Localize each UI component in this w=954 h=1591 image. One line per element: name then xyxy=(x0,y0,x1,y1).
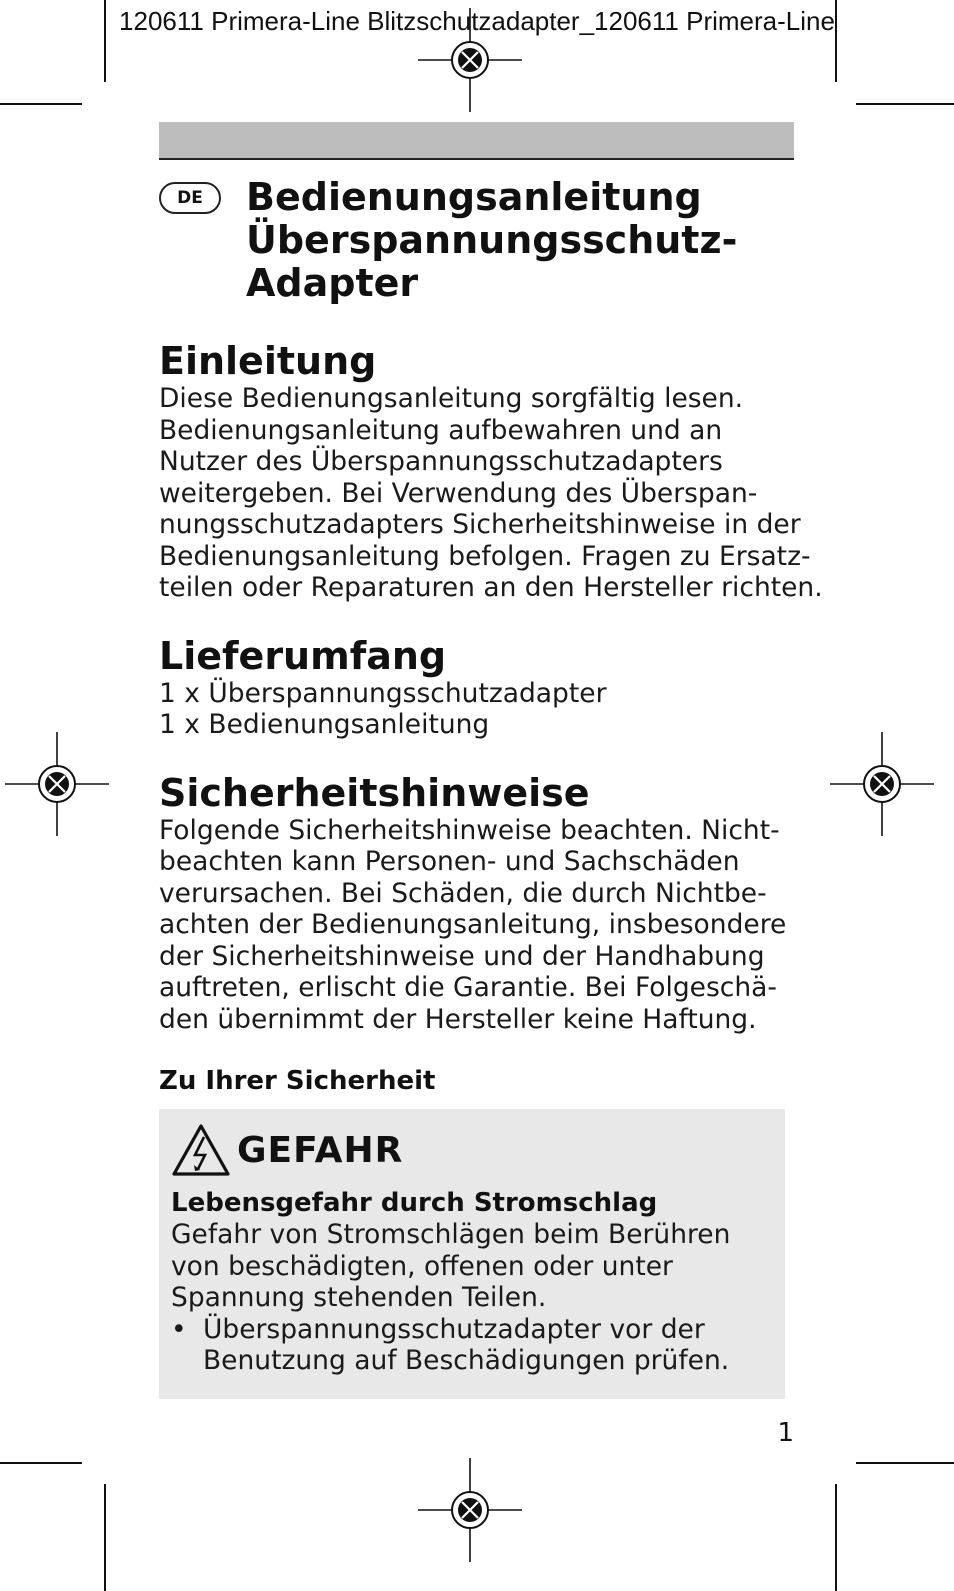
section-heading: Sicherheitshinweise xyxy=(159,770,590,815)
list-item: 1 x Überspannungsschutzadapter xyxy=(159,677,607,709)
registration-mark-bottom xyxy=(418,1458,522,1562)
section-body xyxy=(159,383,823,604)
delivery-list xyxy=(159,678,799,741)
crop-mark-top-right-v xyxy=(835,0,837,82)
danger-header xyxy=(171,1121,773,1179)
list-item: 1 x Bedienungsanleitung xyxy=(159,709,490,740)
section-safety xyxy=(159,771,799,1399)
text-line: auftreten, erlischt die Garantie. Bei Folgeschä- xyxy=(159,972,777,1003)
electric-hazard-warning-icon xyxy=(171,1123,231,1177)
text-line: Spannung stehenden Teilen. xyxy=(171,1282,547,1313)
crop-mark-top-left-h xyxy=(0,103,82,105)
registration-mark-right xyxy=(830,732,934,836)
crop-mark-bottom-left-h xyxy=(0,1462,82,1464)
text-line: Überspannungsschutzadapter vor der xyxy=(203,1313,705,1345)
text-line: verursachen. Bei Schäden, die durch Nichtbe- xyxy=(159,877,767,909)
text-line: von beschädigten, offenen oder unter xyxy=(171,1250,673,1282)
page-content xyxy=(159,170,823,1399)
text-line: Diese Bedienungsanleitung sorgfältig lesen. xyxy=(159,383,744,414)
bullet-symbol: • xyxy=(171,1313,187,1345)
header-gray-bar xyxy=(159,122,794,160)
section-heading: Einleitung xyxy=(159,339,377,383)
danger-bullet-item xyxy=(171,1314,773,1377)
text-line: nungsschutzadapters Sicherheitshinweise in der xyxy=(159,509,801,540)
crop-mark-bottom-right-v xyxy=(835,1484,837,1591)
bullet-text xyxy=(203,1314,729,1377)
subsection-heading: Zu Ihrer Sicherheit xyxy=(159,1066,436,1096)
document-title-line: Bedienungsanleitung xyxy=(246,175,702,219)
document-title xyxy=(246,170,799,305)
section-body xyxy=(159,815,799,1036)
document-title-line: Adapter xyxy=(246,261,419,305)
text-line: Nutzer des Überspannungsschutzadapters xyxy=(159,446,723,477)
section-heading: Lieferumfang xyxy=(159,633,447,678)
text-line: den übernimmt der Hersteller keine Haftung. xyxy=(159,1003,757,1035)
danger-warning-box xyxy=(159,1109,785,1399)
registration-mark-left xyxy=(5,732,109,836)
document-title-line: Überspannungsschutz- xyxy=(246,218,738,262)
registration-mark-top xyxy=(418,8,522,112)
text-line: beachten kann Personen- und Sachschäden xyxy=(159,846,740,877)
text-line: Bedienungsanleitung befolgen. Fragen zu Ersatz- xyxy=(159,540,811,572)
section-introduction xyxy=(159,339,823,604)
page-number: 1 xyxy=(777,1418,794,1448)
text-line: achten der Bedienungsanleitung, insbesondere xyxy=(159,909,787,940)
text-line: Benutzung auf Beschädigungen prüfen. xyxy=(203,1345,730,1376)
language-badge: DE xyxy=(159,182,221,214)
danger-body xyxy=(171,1219,773,1314)
print-slug: 120611 Primera-Line Blitzschutzadapter_120611 Primera-Line xyxy=(119,6,835,36)
crop-mark-bottom-right-h xyxy=(856,1462,954,1464)
danger-label: GEFAHR xyxy=(237,1129,404,1171)
danger-subtitle: Lebensgefahr durch Stromschlag xyxy=(171,1188,658,1218)
title-block xyxy=(159,170,799,305)
text-line: Folgende Sicherheitshinweise beachten. Nicht- xyxy=(159,814,780,846)
crop-mark-top-right-h xyxy=(856,103,954,105)
text-line: Gefahr von Stromschlägen beim Berühren xyxy=(171,1219,731,1250)
text-line: der Sicherheitshinweise und der Handhabung xyxy=(159,940,765,972)
text-line: weitergeben. Bei Verwendung des Überspan- xyxy=(159,477,758,509)
crop-mark-top-left-v xyxy=(104,0,106,82)
text-line: teilen oder Reparaturen an den Hersteller richten. xyxy=(159,572,823,603)
section-scope-of-delivery xyxy=(159,634,799,741)
text-line: Bedienungsanleitung aufbewahren und an xyxy=(159,414,723,446)
crop-mark-bottom-left-v xyxy=(104,1484,106,1591)
